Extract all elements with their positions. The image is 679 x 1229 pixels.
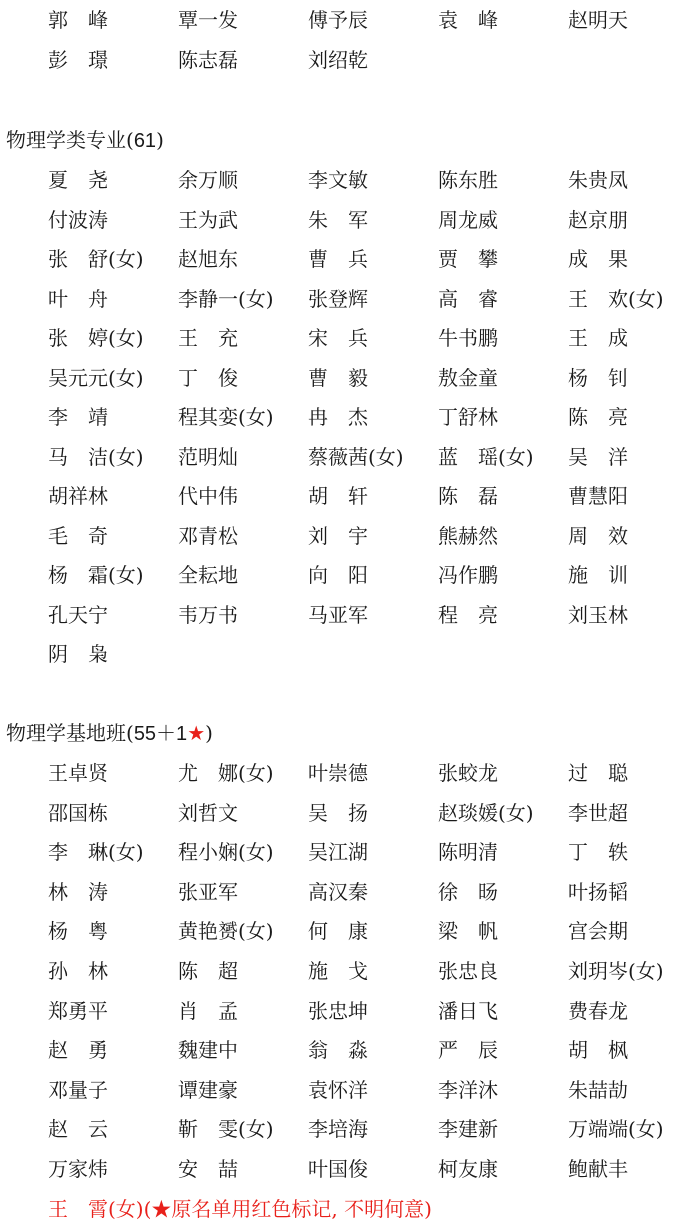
student-name: 曹 毅 — [308, 365, 368, 390]
student-name: 袁 峰 — [438, 8, 498, 32]
student-name: 孔天宁 — [48, 602, 108, 627]
student-name: 刘哲文 — [178, 800, 238, 825]
student-name: 徐 旸 — [438, 879, 498, 904]
student-name: 张亚军 — [178, 879, 238, 904]
student-name: 刘绍乾 — [308, 48, 368, 72]
student-name: 张 婷(女) — [48, 326, 144, 350]
student-name: 韦万书 — [178, 602, 238, 627]
student-name: 傅予辰 — [308, 8, 368, 32]
student-name: 阴 枭 — [48, 642, 108, 666]
student-name: 张忠坤 — [308, 998, 368, 1023]
student-name: 朱贵凤 — [568, 168, 628, 192]
student-name: 赵琰媛(女) — [438, 800, 534, 825]
student-name: 覃一发 — [178, 8, 238, 32]
student-name: 过 聪 — [568, 761, 628, 785]
student-name: 吴 洋 — [568, 444, 628, 469]
student-name: 宋 兵 — [308, 326, 368, 350]
student-name: 袁怀洋 — [308, 1077, 368, 1102]
student-name: 安 喆 — [178, 1157, 238, 1181]
student-name: 高汉秦 — [308, 879, 368, 904]
student-name: 张蛟龙 — [438, 761, 498, 785]
student-name: 谭建豪 — [178, 1077, 238, 1102]
student-name: 赵明天 — [568, 8, 628, 32]
student-name: 王卓贤 — [48, 761, 108, 785]
student-name: 蔡薇茜(女) — [308, 444, 404, 469]
student-name: 周龙威 — [438, 207, 498, 232]
student-name: 代中伟 — [178, 484, 238, 508]
student-name: 胡 轩 — [308, 484, 368, 508]
student-name: 毛 奇 — [48, 523, 108, 548]
student-name: 邵国栋 — [48, 800, 108, 825]
student-name: 叶扬韬 — [568, 879, 628, 904]
student-name: 李洋沐 — [438, 1077, 498, 1102]
student-name: 王 充 — [178, 326, 238, 350]
student-name: 刘玉林 — [568, 602, 628, 627]
student-name: 孙 林 — [48, 959, 108, 983]
student-name: 程 亮 — [438, 602, 498, 627]
red-marked-note: 王 霄(女)(★原名单用红色标记, 不明何意) — [48, 1197, 432, 1221]
student-name: 朱 军 — [308, 207, 368, 232]
student-name: 冯作鹏 — [438, 563, 498, 587]
section-count: 55＋1 — [133, 723, 188, 745]
student-name: 陈志磊 — [178, 48, 238, 72]
student-name: 郭 峰 — [48, 8, 108, 32]
student-name: 张 舒(女) — [48, 247, 144, 271]
student-name: 冉 杰 — [308, 405, 368, 429]
student-name: 范明灿 — [178, 444, 238, 469]
student-name: 丁 轶 — [568, 840, 628, 865]
student-name: 吴江湖 — [308, 840, 368, 865]
student-name: 熊赫然 — [438, 523, 498, 548]
student-name: 柯友康 — [438, 1157, 498, 1181]
student-name: 邓量子 — [48, 1077, 108, 1102]
student-name: 陈 磊 — [438, 484, 498, 508]
student-name: 黄艳赟(女) — [178, 919, 274, 944]
student-name: 叶国俊 — [308, 1157, 368, 1181]
student-name: 敖金童 — [438, 365, 498, 390]
student-name: 叶崇德 — [308, 761, 368, 785]
student-name: 李世超 — [568, 800, 628, 825]
student-name: 夏 尧 — [48, 168, 108, 192]
student-name: 付波涛 — [48, 207, 108, 232]
student-name: 李 琳(女) — [48, 840, 144, 865]
section-title: 物理学基地班 — [6, 721, 126, 745]
count-open-paren: ( — [126, 721, 134, 745]
student-name: 李培海 — [308, 1117, 368, 1142]
student-name: 宫会期 — [568, 919, 628, 944]
student-name: 魏建中 — [178, 1038, 238, 1063]
student-name: 李文敏 — [308, 168, 368, 192]
student-name: 施 戈 — [308, 959, 368, 983]
student-name: 陈明清 — [438, 840, 498, 865]
count-close-paren: ) — [156, 128, 164, 152]
student-name: 成 果 — [568, 247, 628, 271]
student-name: 张登辉 — [308, 286, 368, 311]
student-name: 贾 攀 — [438, 247, 498, 271]
student-name: 吴元元(女) — [48, 365, 144, 390]
student-name: 赵旭东 — [178, 247, 238, 271]
student-name: 胡 枫 — [568, 1038, 628, 1063]
student-name: 丁 俊 — [178, 365, 238, 390]
student-name: 杨 霜(女) — [48, 563, 144, 587]
section-heading-physics-base-class — [6, 713, 213, 753]
student-name: 肖 孟 — [178, 998, 238, 1023]
star-mark: ★ — [187, 721, 206, 745]
student-name: 朱喆劼 — [568, 1077, 628, 1102]
student-name: 全耘地 — [178, 563, 238, 587]
student-name: 杨 钊 — [568, 365, 628, 390]
student-name: 周 效 — [568, 523, 628, 548]
student-name: 向 阳 — [308, 563, 368, 587]
student-name: 蓝 瑶(女) — [438, 444, 534, 469]
student-name: 赵 勇 — [48, 1038, 108, 1063]
student-name: 刘 宇 — [308, 523, 368, 548]
student-name: 刘玥岑(女) — [568, 959, 664, 983]
student-name: 梁 帆 — [438, 919, 498, 944]
student-name: 靳 雯(女) — [178, 1117, 274, 1142]
student-name: 丁舒林 — [438, 405, 498, 429]
student-name: 程其娈(女) — [178, 405, 274, 429]
student-name: 曹 兵 — [308, 247, 368, 271]
student-name: 牛书鹏 — [438, 326, 498, 350]
section-title: 物理学类专业 — [6, 128, 126, 152]
student-name: 陈东胜 — [438, 168, 498, 192]
student-name: 万家炜 — [48, 1157, 108, 1181]
student-name: 胡祥林 — [48, 484, 108, 508]
student-name: 尤 娜(女) — [178, 761, 274, 785]
student-name: 马亚军 — [308, 602, 368, 627]
student-name: 马 洁(女) — [48, 444, 144, 469]
section-count: 61 — [133, 130, 157, 152]
student-name: 翁 淼 — [308, 1038, 368, 1063]
student-name: 林 涛 — [48, 879, 108, 904]
student-name: 程小娴(女) — [178, 840, 274, 865]
student-name: 张忠良 — [438, 959, 498, 983]
student-name: 何 康 — [308, 919, 368, 944]
student-name: 杨 粤 — [48, 919, 108, 944]
student-name: 曹慧阳 — [568, 484, 628, 508]
student-name: 施 训 — [568, 563, 628, 587]
count-open-paren: ( — [126, 128, 134, 152]
student-name: 鲍献丰 — [568, 1157, 628, 1181]
student-name: 费春龙 — [568, 998, 628, 1023]
student-name: 严 辰 — [438, 1038, 498, 1063]
student-name: 李建新 — [438, 1117, 498, 1142]
student-name: 潘日飞 — [438, 998, 498, 1023]
student-name: 吴 扬 — [308, 800, 368, 825]
student-name: 李静一(女) — [178, 286, 274, 311]
student-name: 彭 璟 — [48, 48, 108, 72]
student-name: 万端端(女) — [568, 1117, 664, 1142]
student-name: 李 靖 — [48, 405, 108, 429]
student-name: 王 成 — [568, 326, 628, 350]
student-name: 郑勇平 — [48, 998, 108, 1023]
section-heading-physics-major — [6, 120, 164, 160]
student-name: 王 欢(女) — [568, 286, 664, 311]
student-name: 余万顺 — [178, 168, 238, 192]
count-close-paren: ) — [205, 721, 213, 745]
student-name: 高 睿 — [438, 286, 498, 311]
student-name: 王为武 — [178, 207, 238, 232]
student-name: 赵京朋 — [568, 207, 628, 232]
student-name: 陈 亮 — [568, 405, 628, 429]
student-name: 陈 超 — [178, 959, 238, 983]
student-name: 赵 云 — [48, 1117, 108, 1142]
student-name: 邓青松 — [178, 523, 238, 548]
student-name: 叶 舟 — [48, 286, 108, 311]
